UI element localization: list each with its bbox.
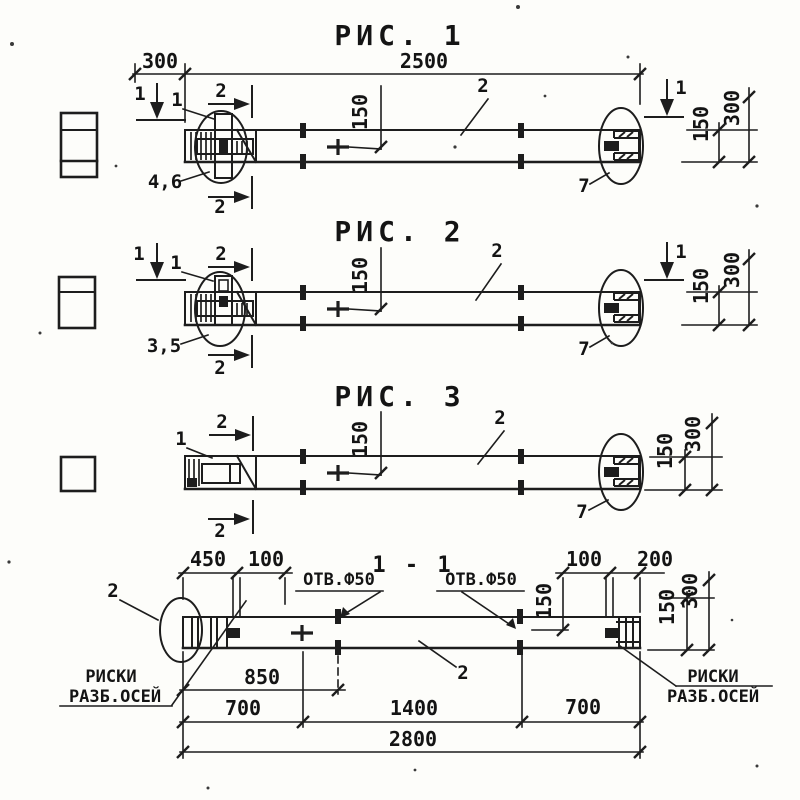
svg-text:РАЗБ.ОСЕЙ: РАЗБ.ОСЕЙ [68,687,162,707]
laminations [617,617,640,647]
section-label-2: 2 [214,520,226,542]
svg-text:7: 7 [578,338,590,360]
section-label-2: 2 [214,357,226,379]
svg-text:2: 2 [107,580,119,602]
section-label-1: 1 [675,77,687,99]
dim-150-right: 150 [653,432,677,470]
dim-150-mid: 150 [348,420,372,458]
figure-2-mid-dimension [327,248,387,317]
section-arrow-down-icon [660,99,674,116]
section-arrow-right-icon [234,513,250,525]
dim-150-right: 150 [689,267,713,305]
figure-3 [61,380,722,542]
figure-1-height-dimensions [682,88,757,168]
dim-2800: 2800 [388,727,438,751]
section-1-1 [60,547,772,758]
figure-1-mid-dimension [327,86,387,155]
dim-300-right: 300 [678,572,702,610]
dim-150-mid: 150 [348,256,372,294]
svg-text:ОТВ.Ф50: ОТВ.Ф50 [445,570,517,590]
section-label-2: 2 [216,411,228,433]
svg-text:РИСКИ: РИСКИ [85,667,137,687]
section-label-1: 1 [134,83,146,105]
dim-850: 850 [243,665,281,689]
section-label-2: 2 [215,243,227,265]
section-arrow-right-icon [235,429,251,441]
figure-1-section-mark-1-right [645,77,687,117]
figure-1-top-dimensions [129,49,646,122]
dim-300-right: 300 [681,415,705,453]
figure-3-part-label-7 [576,500,608,523]
section-label-2: 2 [214,196,226,218]
figure-2-height-dimensions [682,250,757,331]
figure-2-part-label-7 [578,336,609,360]
figure-2-end-view [59,277,95,328]
svg-text:2: 2 [457,662,469,684]
axis-mark [226,628,240,638]
figure-3-title: РИС. 3 [334,380,466,413]
svg-text:4,6: 4,6 [147,171,183,193]
dim-100-right: 100 [565,547,603,571]
figure-3-height-dimensions [645,414,722,496]
section-arrow-down-icon [150,102,164,119]
figure-3-section-mark-2-top [210,411,253,450]
figure-1-part-label-7 [578,173,609,197]
section-part-label-2-left [107,580,158,620]
section-beam [183,609,640,655]
section-right-end-detail [605,617,640,647]
section-left-end-detail [160,598,240,662]
svg-text:1: 1 [175,428,187,450]
figure-1-part-label-1 [171,89,214,119]
section-bottom-dimensions [177,652,646,758]
section-hole-depth-dimension [532,578,569,636]
figure-1-title: РИС. 1 [334,19,466,52]
figure-2-part-label-3-5 [147,335,208,357]
svg-text:РИСКИ: РИСКИ [687,667,739,687]
figure-2 [59,215,757,379]
figure-3-mid-dimension [327,412,387,481]
svg-text:2: 2 [477,75,489,97]
dim-700-right: 700 [564,695,602,719]
svg-text:РАЗБ.ОСЕЙ: РАЗБ.ОСЕЙ [666,687,760,707]
figure-3-right-end-detail [599,434,643,510]
figure-2-left-end-detail [185,272,256,346]
figure-1-left-end-detail [185,111,256,183]
svg-text:7: 7 [578,175,590,197]
figure-1-right-end-detail [599,108,643,184]
section-arrow-right-icon [234,191,250,203]
figure-1-end-view [61,113,97,177]
svg-text:2: 2 [491,240,503,262]
svg-text:3,5: 3,5 [146,335,182,357]
svg-text:7: 7 [576,501,588,523]
svg-text:ОТВ.Ф50: ОТВ.Ф50 [303,570,375,590]
dim-150-right: 150 [689,105,713,143]
dim-1400: 1400 [389,696,439,720]
figure-1-part-label-2 [461,75,489,135]
laminations [192,617,227,648]
dim-300-right: 300 [720,89,744,127]
figure-2-right-end-detail [599,270,643,346]
leader-arrow-icon [506,618,516,629]
dim-2500: 2500 [399,49,449,73]
section-label-1: 1 [675,241,687,263]
figure-1 [61,19,757,218]
section-title: 1 - 1 [372,553,454,578]
figure-3-part-label-1 [175,428,212,458]
section-hole-label-2 [437,570,524,629]
figure-3-section-mark-2-bottom [209,501,253,542]
figure-2-title: РИС. 2 [334,215,466,248]
figure-3-left-end-detail [185,456,256,489]
section-axis-marks-note-right [620,646,772,707]
dim-150-hole: 150 [532,582,556,620]
section-arrow-down-icon [660,262,674,279]
section-height-dimensions [648,572,715,656]
section-arrow-down-icon [150,262,164,279]
dim-300: 300 [141,49,179,73]
dim-100-left: 100 [247,547,285,571]
figure-3-end-view [61,457,95,491]
section-arrow-right-icon [234,261,250,273]
dim-300-right: 300 [720,251,744,289]
detail-circle [160,598,202,662]
section-arrow-right-icon [234,349,250,361]
svg-text:1: 1 [171,89,183,111]
svg-text:2: 2 [494,407,506,429]
figure-2-section-mark-1-right [645,241,687,280]
section-label-1: 1 [133,243,145,265]
figure-1-part-label-4-6 [148,171,209,193]
dim-700-left: 700 [224,696,262,720]
dim-150-right: 150 [655,588,679,626]
section-arrow-right-icon [234,98,250,110]
section-label-2: 2 [215,80,227,102]
svg-text:1: 1 [170,252,182,274]
dim-150-mid: 150 [348,93,372,131]
dim-200: 200 [636,547,674,571]
dim-450: 450 [189,547,227,571]
axis-mark [605,628,618,638]
